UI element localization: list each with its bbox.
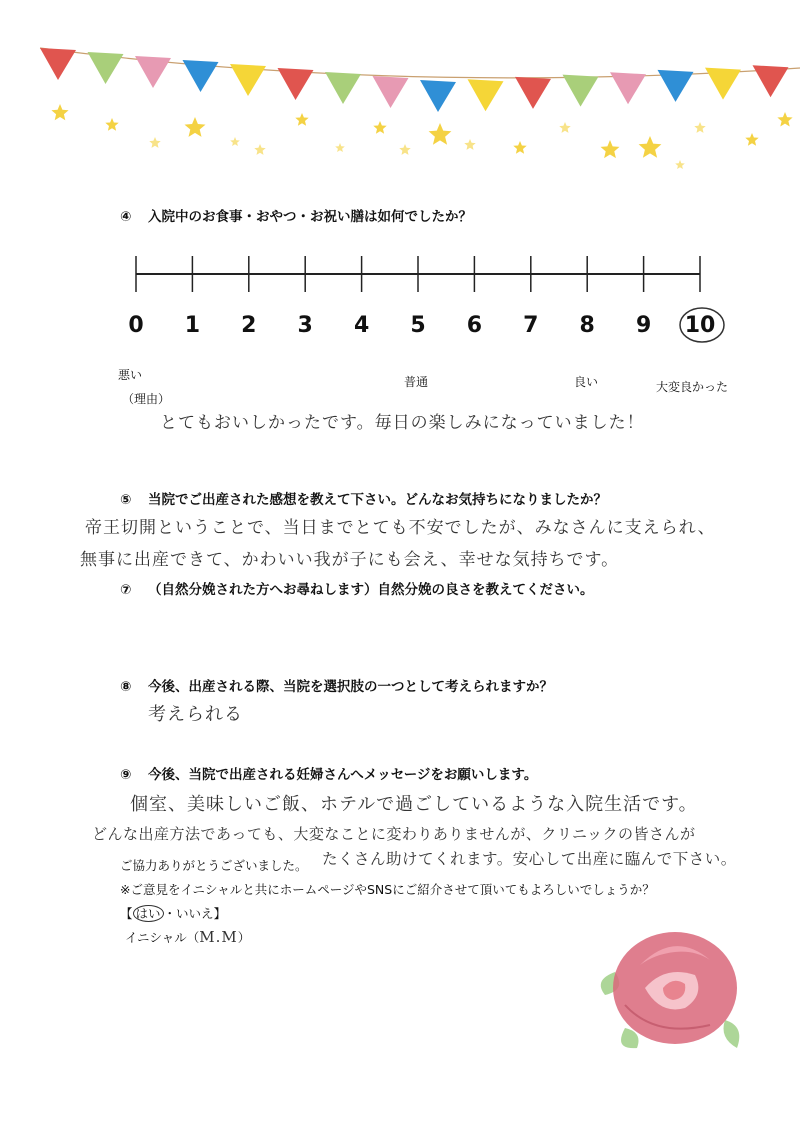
q4-number: ④ bbox=[120, 209, 132, 225]
rose-illustration bbox=[585, 910, 755, 1060]
decorative-stars bbox=[51, 104, 792, 169]
scale-label: 4 bbox=[353, 313, 370, 338]
pennant-flag bbox=[230, 64, 266, 96]
option-yes-selected: はい bbox=[133, 905, 164, 922]
q7-text: （自然分娩された方へお尋ねします）自然分娩の良さを教えてください。 bbox=[148, 582, 594, 598]
reason-label: （理由） bbox=[122, 392, 171, 406]
scale-label: 5 bbox=[410, 313, 426, 338]
initials-label: イニシャル（ bbox=[125, 930, 200, 945]
pennant-flags bbox=[40, 48, 789, 112]
star-icon bbox=[429, 123, 452, 145]
label-normal: 普通 bbox=[404, 375, 429, 389]
bunting-banner bbox=[0, 0, 800, 190]
q8-text: 今後、出産される際、当院を選択肢の一つとして考えられますか？ bbox=[148, 679, 553, 695]
star-icon bbox=[464, 139, 475, 150]
label-bad: 悪い bbox=[118, 368, 143, 382]
q9-answer-line1: 個室、美味しいご飯、ホテルで過ごしているような入院生活です。 bbox=[130, 794, 698, 815]
q5-answer-line1: 帝王切開ということで、当日までとても不安でしたが、みなさんに支えられ、 bbox=[85, 518, 716, 538]
star-icon bbox=[601, 140, 620, 158]
scale-label: 0 bbox=[128, 313, 144, 338]
q8-answer: 考えられる bbox=[148, 704, 243, 725]
bracket-close: 】 bbox=[213, 906, 227, 921]
q8-question bbox=[120, 675, 553, 695]
bracket-open: 【 bbox=[120, 906, 133, 921]
star-icon bbox=[105, 118, 118, 131]
pennant-flag bbox=[135, 56, 171, 88]
option-no: いいえ bbox=[176, 906, 214, 921]
scale-label: 8 bbox=[579, 313, 595, 338]
q4-question bbox=[120, 205, 472, 225]
scale-label: 6 bbox=[466, 313, 483, 338]
pennant-flag bbox=[40, 48, 76, 80]
scale-label: 9 bbox=[635, 313, 652, 338]
q4-text: 入院中のお食事・おやつ・お祝い膳は如何でしたか？ bbox=[148, 209, 472, 225]
star-icon bbox=[185, 117, 206, 137]
q5-number: ⑤ bbox=[120, 492, 132, 508]
q9-question bbox=[120, 763, 537, 783]
pennant-flag bbox=[325, 72, 361, 104]
consent-question: ※ご意見をイニシャルと共にホームページやSNSにご紹介させて頂いてもよろしいでしょうか？ bbox=[120, 882, 655, 897]
pennant-flag bbox=[658, 70, 694, 102]
scale-label: 2 bbox=[241, 313, 257, 338]
star-icon bbox=[254, 144, 265, 155]
consent-options bbox=[120, 904, 226, 922]
initials-close: ） bbox=[237, 930, 251, 945]
scale-label: 7 bbox=[523, 313, 539, 338]
q7-question bbox=[120, 578, 594, 598]
pennant-flag bbox=[373, 76, 409, 108]
star-icon bbox=[230, 137, 240, 146]
q8-number: ⑧ bbox=[120, 679, 132, 695]
q9-text: 今後、当院で出産される妊婦さんへメッセージをお願いします。 bbox=[148, 767, 538, 783]
q7-number: ⑦ bbox=[120, 582, 132, 598]
label-good: 良い bbox=[574, 375, 599, 389]
pennant-flag bbox=[705, 68, 741, 100]
q9-answer-line3: たくさん助けてくれます。安心して出産に臨んで下さい。 bbox=[322, 850, 737, 868]
rating-scale bbox=[120, 250, 740, 360]
pennant-flag bbox=[563, 75, 599, 107]
pennant-flag bbox=[420, 80, 456, 112]
q5-question bbox=[120, 488, 607, 508]
scale-label: 3 bbox=[297, 313, 313, 338]
star-icon bbox=[149, 137, 160, 148]
pennant-flag bbox=[183, 60, 219, 92]
pennant-flag bbox=[278, 68, 314, 100]
star-icon bbox=[399, 144, 410, 155]
star-icon bbox=[373, 121, 386, 134]
pennant-flag bbox=[88, 52, 124, 84]
star-icon bbox=[694, 122, 705, 133]
star-icon bbox=[745, 133, 758, 146]
star-icon bbox=[295, 113, 308, 126]
pennant-flag bbox=[610, 72, 646, 104]
initials-row bbox=[125, 928, 250, 946]
scale-label: 1 bbox=[184, 313, 201, 338]
pennant-flag bbox=[468, 79, 504, 111]
q9-number: ⑨ bbox=[120, 767, 132, 783]
star-icon bbox=[559, 122, 570, 133]
pennant-flag bbox=[515, 77, 551, 109]
star-icon bbox=[675, 160, 685, 169]
option-separator: ・ bbox=[163, 906, 177, 921]
star-icon bbox=[513, 141, 526, 154]
star-icon bbox=[51, 104, 68, 120]
scale-label: 10 bbox=[684, 313, 716, 338]
q4-answer: とてもおいしかったです。毎日の楽しみになっていました！ bbox=[160, 413, 645, 433]
star-icon bbox=[777, 112, 792, 127]
initials-value: M.M bbox=[199, 928, 238, 946]
label-very-good: 大変良かった bbox=[656, 380, 729, 394]
star-icon bbox=[639, 136, 662, 158]
star-icon bbox=[335, 143, 345, 152]
q9-answer-line2: どんな出産方法であっても、大変なことに変わりありませんが、クリニックの皆さんが bbox=[92, 825, 696, 843]
thanks-message: ご協力ありがとうございました。 bbox=[120, 858, 308, 873]
pennant-flag bbox=[753, 65, 789, 97]
q5-answer-line2: 無事に出産できて、かわいい我が子にも会え、幸せな気持ちです。 bbox=[80, 550, 620, 570]
q5-text: 当院でご出産された感想を教えて下さい。どんなお気持ちになりましたか？ bbox=[148, 492, 607, 508]
